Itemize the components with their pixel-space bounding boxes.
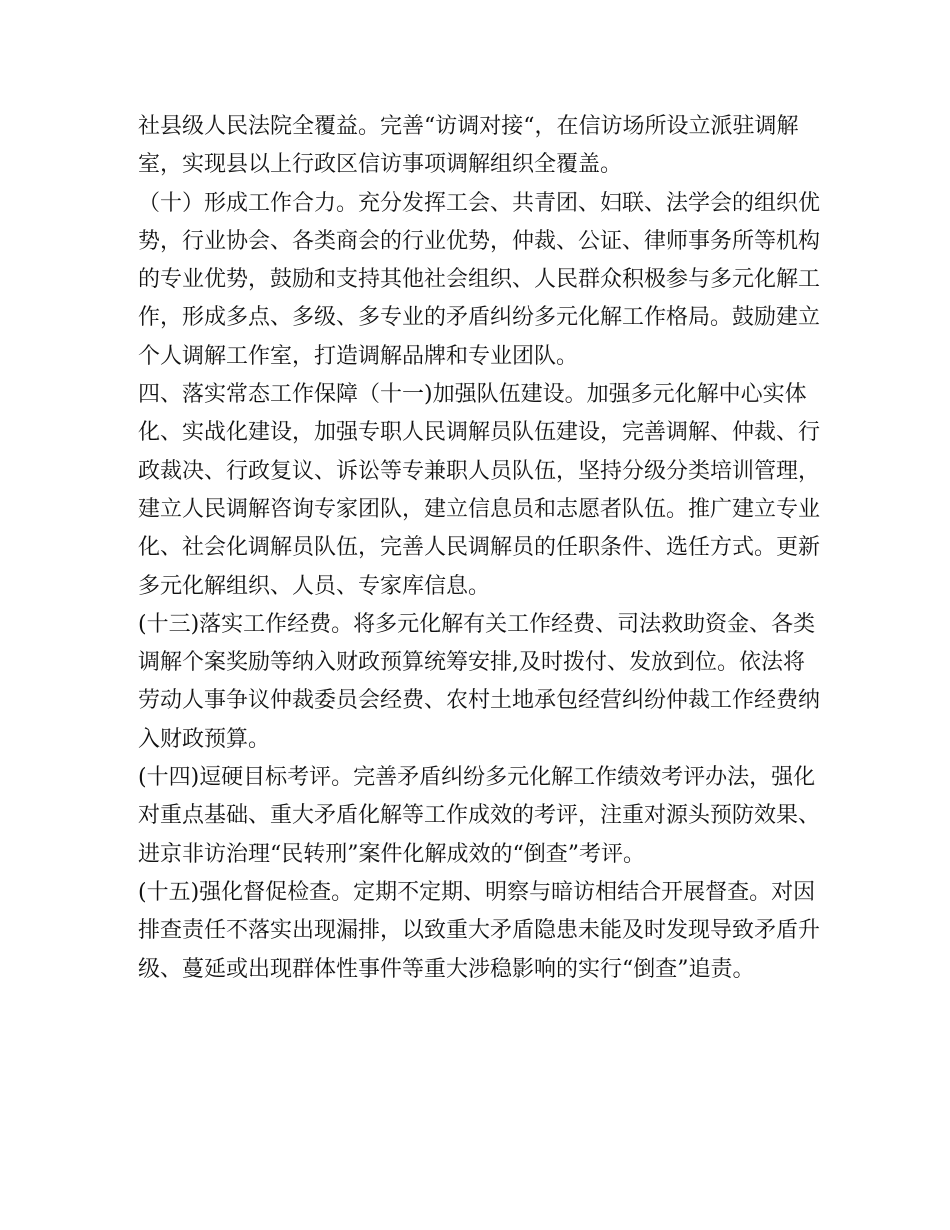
text-line: 室，实现县以上行政区信访事项调解组织全覆盖。 [138, 152, 623, 178]
text-line: 多元化解组织、人员、专家库信息。 [138, 573, 491, 599]
text-line: 化、实战化建设，加强专职人民调解员队伍建设，完善调解、仲裁、行 [138, 420, 821, 446]
text-line: 个人调解工作室，打造调解品牌和专业团队。 [138, 343, 579, 369]
text-line: 入财政预算。 [138, 726, 271, 752]
text-line: 社县级人民法院全覆益。完善“访调对接“，在信访场所设立派驻调解 [138, 114, 799, 139]
text-line: 作，形成多点、多级、多专业的矛盾纠纷多元化解工作格局。鼓励建立 [138, 305, 821, 331]
text-line: 化、社会化调解员队伍，完善人民调解员的任职条件、选任方式。更新 [138, 535, 821, 561]
text-line: (十五)强化督促检查。定期不定期、明察与暗访相结合开展督查。对因 [138, 879, 816, 905]
document-body [138, 108, 828, 989]
text-line: 对重点基础、重大矛盾化解等工作成效的考评，注重对源头预防效果、 [138, 803, 821, 829]
text-line: 排查责任不落实出现漏排，以致重大矛盾隐患未能及时发现导致矛盾升 [138, 918, 821, 944]
text-line: (十三)落实工作经费。将多元化解有关工作经费、司法救助资金、各类 [138, 611, 816, 637]
text-line: 调解个案奖励等纳入财政预算统筹安排,及时拨付、发放到位。依法将 [138, 650, 805, 676]
text-line: 劳动人事争议仲裁委员会经费、农村土地承包经营纠纷仲裁工作经费纳 [138, 688, 821, 714]
text-line: 政裁决、行政复议、诉讼等专兼职人员队伍，坚持分级分类培训管理， [138, 458, 821, 484]
text-line: 建立人民调解咨询专家团队，建立信息员和志愿者队伍。推广建立专业 [138, 496, 821, 522]
text-line: 势，行业协会、各类商会的行业优势，仲裁、公证、律师事务所等机构 [138, 228, 821, 254]
text-line: 级、蔓延或出现群体性事件等重大涉稳影响的实行“倒查”追责。 [138, 956, 755, 982]
text-line: （十）形成工作合力。充分发挥工会、共青团、妇联、法学会的组织优 [138, 190, 821, 216]
text-line: 四、落实常态工作保障（十一)加强队伍建设。加强多元化解中心实体 [138, 382, 807, 408]
text-line: 进京非访治理“民转刑”案件化解成效的“倒查”考评。 [138, 841, 645, 867]
text-line: 的专业优势，鼓励和支持其他社会组织、人民群众积极参与多元化解工 [138, 267, 821, 293]
text-line: (十四)逗硬目标考评。完善矛盾纠纷多元化解工作绩效考评办法，强化 [138, 765, 816, 791]
